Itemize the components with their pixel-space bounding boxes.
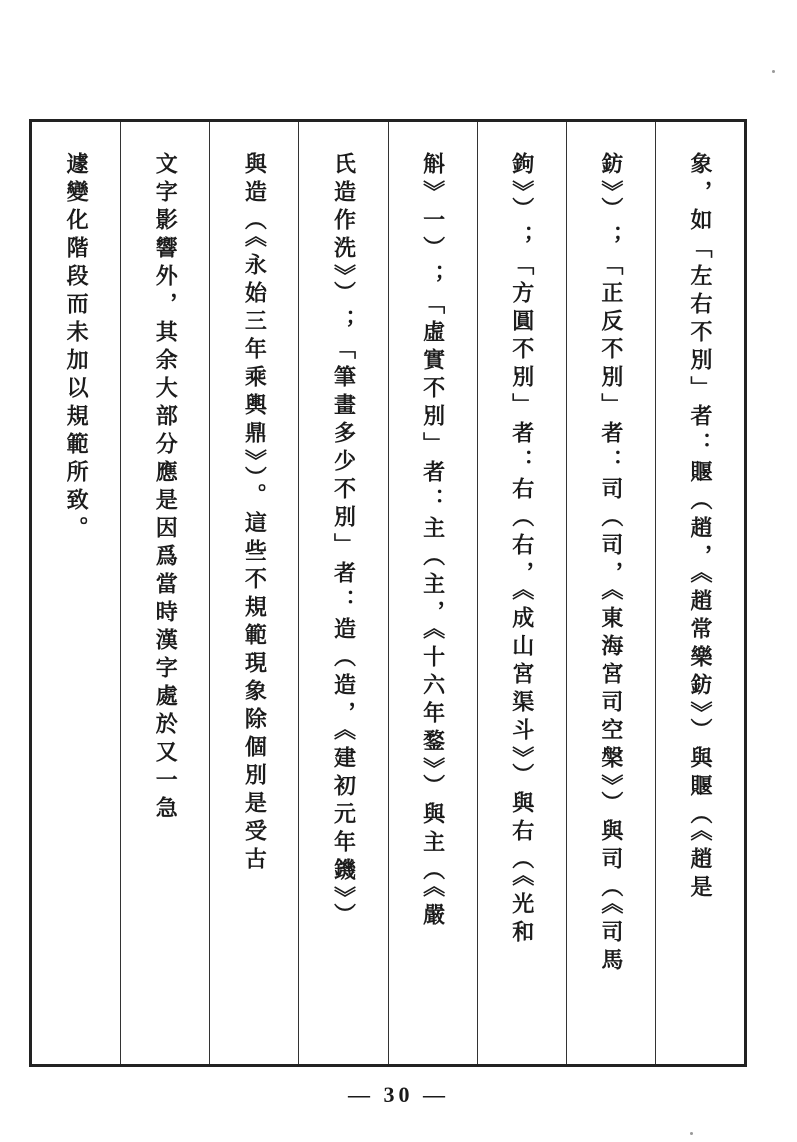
text-column-5 [298,122,387,1064]
column-text: 氏造作洗》）；「筆畫多少不別」者：造（造，《建初元年鐖》） [330,152,357,931]
scan-speck [772,70,775,73]
text-column-2 [566,122,655,1064]
text-column-1 [655,122,744,1064]
page-number: — 30 — [348,1082,449,1107]
column-text: 與造（《永始三年乘輿鼎》）。這些不規範現象除個別是受古 [241,152,268,875]
column-text: 遽變化階段而未加以規範所致。 [63,152,90,544]
column-text: 文字影響外，其余大部分應是因爲當時漢字處於又一急 [152,152,179,824]
scan-speck [690,1132,693,1135]
text-frame [29,119,747,1067]
column-text: 斛》一）；「虛實不別」者：主（主，《十六年鍪》）與主（《嚴 [419,152,446,931]
column-text: 鈁》）；「正反不別」者：司（司，《東海宮司空槃》）與司（《司馬 [597,152,624,976]
text-column-4 [388,122,477,1064]
text-column-3 [477,122,566,1064]
text-column-6 [209,122,298,1064]
column-text: 象，如「左右不別」者：䞁（趙，《趙常樂鈁》）與䞁（《趙是 [686,152,713,903]
text-column-7 [120,122,209,1064]
column-text: 鉤》）；「方圓不別」者：右（右，《成山宮渠斗》）與右（《光和 [508,152,535,948]
text-column-8 [32,122,120,1064]
